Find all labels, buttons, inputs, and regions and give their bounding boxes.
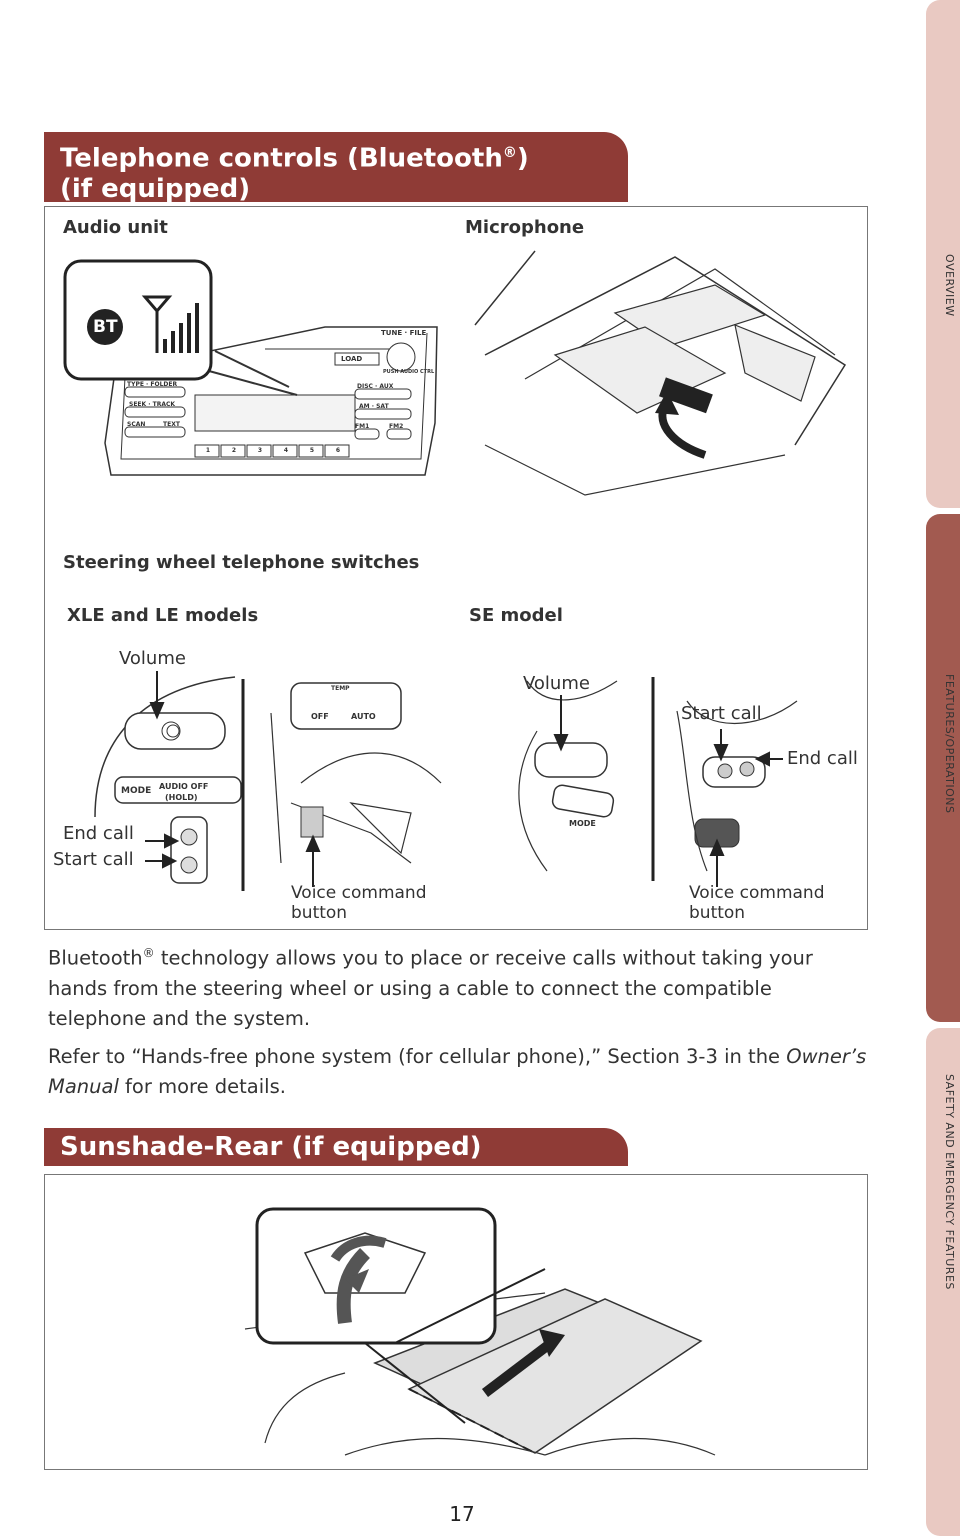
side-tab-features[interactable] (926, 514, 960, 1022)
side-tab-label: OVERVIEW (943, 254, 956, 317)
preset-button[interactable]: 5 (309, 447, 315, 454)
registered-mark: ® (502, 145, 517, 161)
radio-fm1: FM1 (355, 423, 370, 430)
start-call-callout-left: Start call (53, 849, 134, 870)
radio-tune-file: TUNE · FILE (381, 329, 427, 337)
preset-button[interactable]: 3 (257, 447, 263, 454)
callout-arrows (45, 207, 869, 931)
section-title-telephone: Telephone controls (Bluetooth®) (if equipped) (44, 132, 628, 202)
radio-disc-aux: DISC · AUX (357, 383, 394, 390)
sunshade-figure-panel (44, 1174, 868, 1470)
sunshade-illustration (245, 1193, 805, 1463)
voice-command-callout-right: Voice command button (689, 883, 825, 923)
radio-fm2: FM2 (389, 423, 404, 430)
radio-am-sat: AM · SAT (359, 403, 389, 410)
start-call-callout-right: Start call (681, 703, 762, 724)
radio-text: TEXT (163, 421, 180, 428)
section-title-sunshade: Sunshade-Rear (if equipped) (44, 1128, 628, 1166)
preset-button[interactable]: 2 (231, 447, 237, 454)
bluetooth-paragraph: Bluetooth® technology allows you to place or receive calls without taking your hands from the steering wheel or using a cable to connect the compatible telephone and the system. (48, 946, 813, 1030)
se-mode-label: MODE (569, 819, 596, 828)
steering-switches-label: Steering wheel telephone switches (63, 552, 420, 573)
side-tab-safety[interactable] (926, 1028, 960, 1536)
switch-temp-label: TEMP (331, 685, 350, 692)
radio-scan: SCAN (127, 421, 146, 428)
side-tab-label: SAFETY AND EMERGENCY FEATURES (943, 1074, 956, 1290)
bt-badge: BT (93, 317, 118, 337)
radio-push-audio: PUSH AUDIO CTRL (383, 369, 435, 375)
voice-command-callout-left: Voice command button (291, 883, 427, 923)
se-model-label: SE model (469, 605, 563, 626)
refer-paragraph: Refer to “Hands-free phone system (for cellular phone),” Section 3-3 in the Owner’s Manual for more details. (48, 1045, 867, 1098)
side-tab-label: FEATURES/OPERATIONS (943, 674, 956, 814)
volume-callout-left: Volume (119, 648, 186, 669)
telephone-figure-panel (44, 206, 868, 930)
radio-seek-track: SEEK · TRACK (129, 401, 176, 408)
switch-auto-label: AUTO (351, 712, 376, 721)
switch-off-label: OFF (311, 712, 329, 721)
end-call-callout-left: End call (63, 823, 134, 844)
preset-button[interactable]: 6 (335, 447, 341, 454)
switch-audio-off-label: AUDIO OFF (159, 782, 209, 791)
xle-le-models-label: XLE and LE models (67, 605, 259, 626)
microphone-label: Microphone (465, 217, 585, 238)
side-tab-overview[interactable] (926, 0, 960, 508)
end-call-callout-right: End call (787, 748, 858, 769)
radio-type-folder: TYPE · FOLDER (127, 381, 178, 388)
switch-hold-label: (HOLD) (165, 793, 198, 802)
switch-mode-label: MODE (121, 786, 152, 796)
page-number: 17 (449, 1502, 475, 1526)
preset-button[interactable]: 1 (205, 447, 211, 454)
audio-unit-label: Audio unit (63, 217, 168, 238)
registered-mark: ® (142, 946, 155, 960)
volume-callout-right: Volume (523, 673, 590, 694)
preset-button[interactable]: 4 (283, 447, 289, 454)
radio-load: LOAD (341, 355, 363, 363)
